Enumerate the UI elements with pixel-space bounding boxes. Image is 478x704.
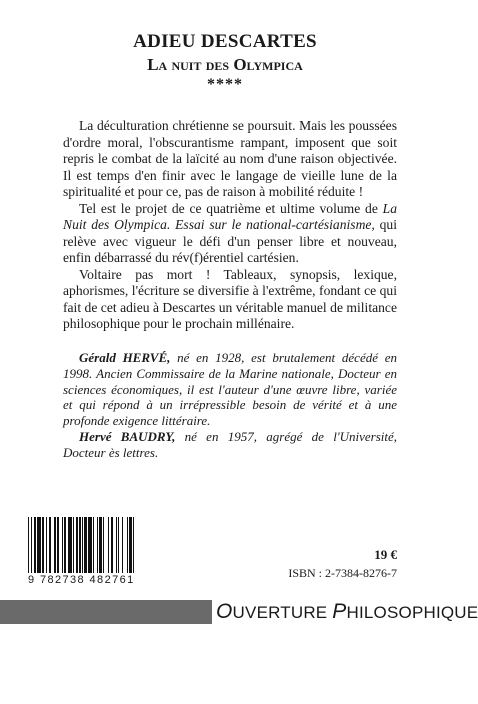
book-subtitle: La nuit des Olympica — [147, 55, 303, 74]
barcode-bar — [134, 517, 135, 573]
isbn: ISBN : 2-7384-8276-7 — [288, 566, 397, 580]
author-bios — [63, 350, 397, 461]
stars-ornament: **** — [207, 76, 243, 93]
collection-name: OUVERTURE PHILOSOPHIQUE — [216, 600, 478, 623]
price: 19 € — [374, 547, 397, 562]
author-bio-2: Hervé BAUDRY, né en 1957, agrégé de l'Université, Docteur ès lettres. — [63, 428, 397, 460]
author-bio-1: Gérald HERVÉ, né en 1928, est brutalement décédé en 1998. Ancien Commissaire de la Marine nationale, Docteur en sciences économiques, il est l'auteur d'une œuvre libre, variée et qui répond à un irrépressible besoin de vérité et à une profonde exigence littéraire. — [63, 350, 398, 429]
barcode-digits: 9 782738 482761 — [28, 574, 135, 586]
collection-band — [0, 600, 212, 624]
blurb-paragraph-1: La déculturation chrétienne se poursuit. Mais les poussées d'ordre moral, l'obscurantisme rampant, imposent que soit repris le combat de la laïcité au nom d'une raison objectivée. Il est temps d'en finir avec le langage de vieille lune de la spiritualité et pour ce, pas de raison à mobilité réduite ! — [63, 118, 397, 199]
book-title: ADIEU DESCARTES — [133, 31, 317, 52]
title-block — [0, 30, 450, 94]
blurb-paragraph-2: Tel est le projet de ce quatrième et ultime volume de La Nuit des Olympica. Essai sur le national-cartésianisme, qui relève avec vigueur le défi d'un penser libre et nouveau, enfin débarrassé du rév(f)érentiel cartésien. — [63, 200, 397, 265]
barcode — [28, 517, 180, 586]
blurb-paragraph-3: Voltaire pas mort ! Tableaux, synopsis, lexique, aphorismes, l'écriture se diversifie à l'extrême, fondant ce qui fait de cet adieu à Descartes un véritable manuel de militance philosophique pour le prochain millénaire. — [63, 266, 397, 331]
author-name: Hervé BAUDRY, — [79, 428, 176, 444]
author-name: Gérald HERVÉ, — [79, 350, 171, 365]
barcode-bars — [28, 517, 180, 573]
blurb — [63, 118, 397, 333]
